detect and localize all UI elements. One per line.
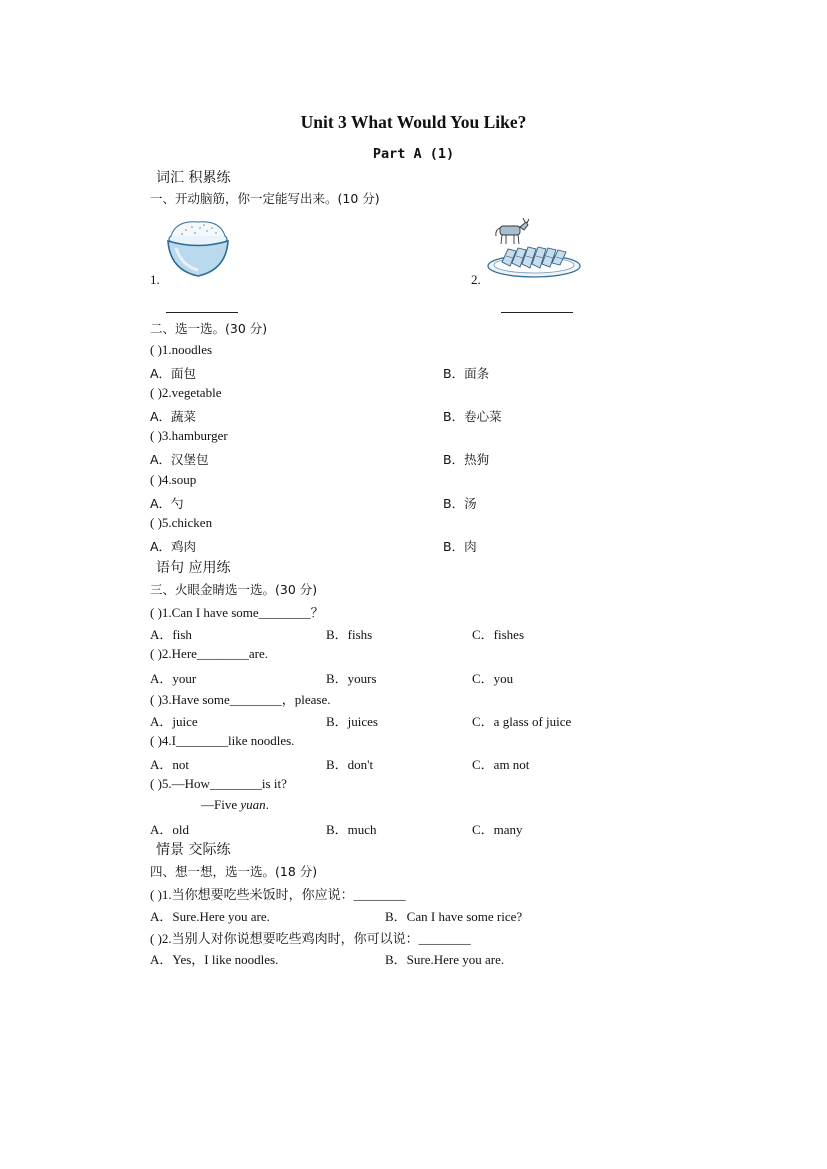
page-subtitle: Part A (1) <box>372 146 455 162</box>
rice-bowl-image <box>162 214 234 280</box>
q3-item-5-option-c: C．many <box>472 822 523 837</box>
q4-item-2-stem: ( )2.当别人对你说想要吃些鸡肉时，你可以说：________ <box>150 931 471 946</box>
q3-item-5-stem: ( )5.—How________is it? <box>150 776 287 791</box>
question-2-heading: 二、选一选。(30 分) <box>150 321 268 336</box>
q3-item-2-option-a: A．your <box>150 671 197 686</box>
q3-item-2-stem: ( )2.Here________are. <box>150 646 269 661</box>
q3-item-3-option-a: A．juice <box>150 714 198 729</box>
q2-item-3-option-a: A．汉堡包 <box>150 452 209 467</box>
q3-item-2-option-c: C．you <box>472 671 514 686</box>
q3-item-4-option-c: C．am not <box>472 757 530 772</box>
q3-item-4-option-a: A．not <box>150 757 190 772</box>
page-title: Unit 3 What Would You Like? <box>300 112 527 132</box>
q2-item-4-option-b: B．汤 <box>443 496 477 511</box>
q2-item-1-option-b: B．面条 <box>443 366 490 381</box>
q2-item-2-option-b: B．卷心菜 <box>443 409 502 424</box>
item-2-number: 2. <box>471 272 481 287</box>
q3-item-2-option-b: B．yours <box>326 671 377 686</box>
q4-item-1-option-b: B．Can I have some rice? <box>385 909 523 924</box>
q3-item-3-option-c: C．a glass of juice <box>472 714 572 729</box>
q2-item-5-option-b: B．肉 <box>443 539 477 554</box>
q3-item-1-option-b: B．fishs <box>326 627 373 642</box>
q4-item-2-option-b: B．Sure.Here you are. <box>385 952 505 967</box>
q3-item-4-option-b: B．don't <box>326 757 374 772</box>
q4-item-2-option-a: A．Yes，I like noodles. <box>150 952 279 967</box>
q2-item-5-stem: ( )5.chicken <box>150 515 213 530</box>
question-1-heading: 一、开动脑筋，你一定能写出来。(10 分) <box>150 191 380 206</box>
question-4-heading: 四、想一想，选一选。(18 分) <box>150 864 318 879</box>
section-heading-vocab: 词汇 积累练 <box>156 170 231 186</box>
answer-blank-1[interactable] <box>166 300 238 317</box>
q3-item-5-option-b: B．much <box>326 822 377 837</box>
q2-item-3-option-b: B．热狗 <box>443 452 490 467</box>
q3-item-3-stem: ( )3.Have some________，please. <box>150 692 331 707</box>
q2-item-5-option-a: A．鸡肉 <box>150 539 197 554</box>
q3-item-5-option-a: A．old <box>150 822 190 837</box>
answer-blank-2[interactable] <box>501 300 573 317</box>
beef-plate-image <box>486 216 582 280</box>
q2-item-2-option-a: A．蔬菜 <box>150 409 197 424</box>
q2-item-3-stem: ( )3.hamburger <box>150 428 228 443</box>
section-heading-situation: 情景 交际练 <box>156 842 231 858</box>
q3-item-1-option-c: C．fishes <box>472 627 525 642</box>
q3-item-5-reply: —Five yuan. <box>201 797 269 812</box>
q3-item-1-stem: ( )1.Can I have some________？ <box>150 605 324 620</box>
q2-item-2-stem: ( )2.vegetable <box>150 385 222 400</box>
q3-item-4-stem: ( )4.I________like noodles. <box>150 733 295 748</box>
item-1-number: 1. <box>150 272 160 287</box>
section-heading-sentence: 语句 应用练 <box>156 560 231 576</box>
q2-item-4-option-a: A．勺 <box>150 496 184 511</box>
q3-item-1-option-a: A．fish <box>150 627 192 642</box>
question-3-heading: 三、火眼金睛选一选。(30 分) <box>150 582 318 597</box>
q4-item-1-option-a: A．Sure.Here you are. <box>150 909 270 924</box>
q2-item-1-option-a: A．面包 <box>150 366 197 381</box>
q4-item-1-stem: ( )1.当你想要吃些米饭时，你应说：________ <box>150 887 406 902</box>
q2-item-4-stem: ( )4.soup <box>150 472 197 487</box>
q3-item-3-option-b: B．juices <box>326 714 378 729</box>
q2-item-1-stem: ( )1.noodles <box>150 342 213 357</box>
